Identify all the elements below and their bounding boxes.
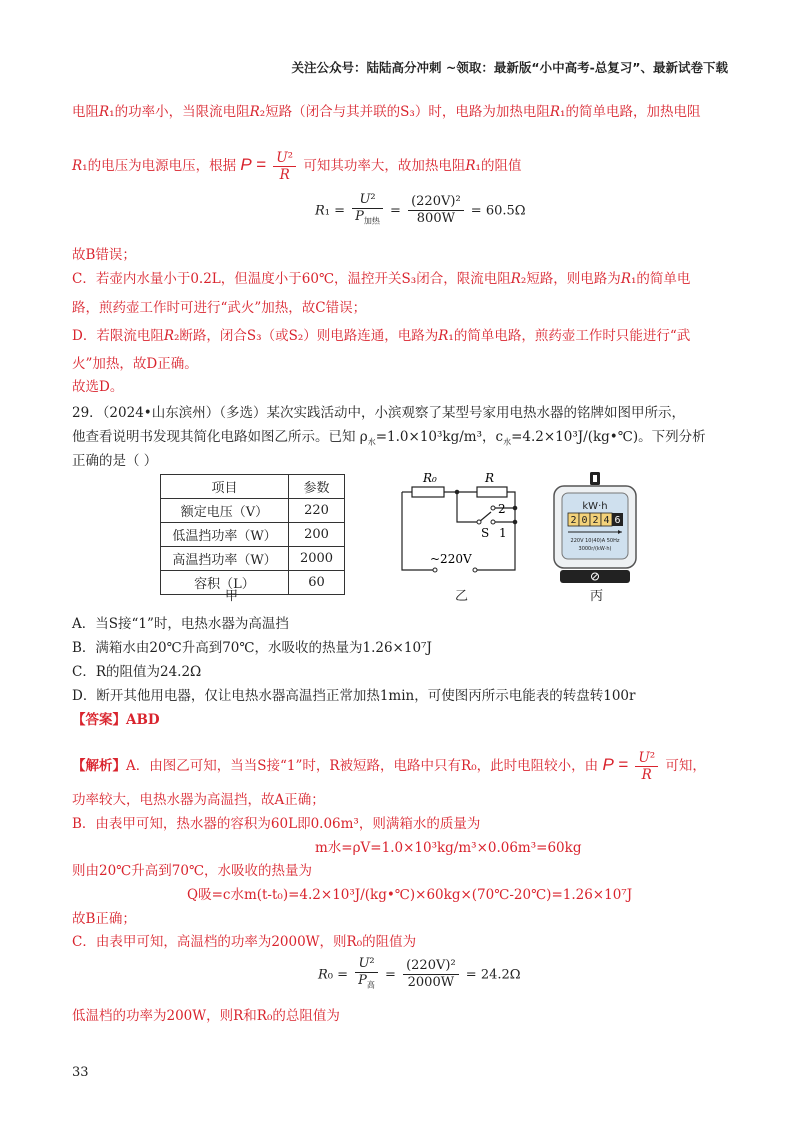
- analysis-line-1: 【解析】A．由图乙可知，当当S接“1”时，R被短路，电路中只有R₀，此时电阻较小，由 P = $\frac{\text{U²}}{R}$ 可知，: [72, 750, 706, 783]
- equation-r1: R₁ = $\frac{\text{U²}}{P_{加热}}$ = $\frac{\text{(220V)²}}{800W}$ = 60.5Ω: [315, 192, 526, 227]
- label-r0: R₀: [423, 471, 437, 485]
- meter-spec-2: 3000r/(kW·h): [578, 546, 612, 552]
- caption-jia: 甲: [225, 589, 239, 604]
- text-line-7: 火”加热，故D正确。: [72, 356, 198, 372]
- text-line-3: 故B错误；: [72, 247, 136, 263]
- question-line-3: 正确的是（ ）: [72, 453, 158, 469]
- meter-digit: 4: [603, 515, 610, 526]
- question-line-1: 29．（2024•山东滨州）（多选）某次实践活动中，小滨观察了某型号家用电热水器的铭牌如图甲所示，: [72, 405, 685, 421]
- meter-digit: 6: [614, 515, 621, 526]
- table-row: [161, 499, 345, 523]
- table-cell: 高温挡功率（W）: [161, 547, 289, 571]
- analysis-line-4: m水=ρV=1.0×10³kg/m³×0.06m³=60kg: [315, 840, 582, 856]
- spec-table: [160, 474, 345, 595]
- analysis-line-7: 故B正确；: [72, 911, 136, 927]
- answer-line: 【答案】ABD: [72, 712, 160, 728]
- option-d: D．断开其他用电器，仅让电热水器高温挡正常加热1min，可使图丙所示电能表的转盘转100r: [72, 688, 636, 704]
- analysis-line-6: Q吸=c水m(t-t₀)=4.2×10³J/(kg•℃)×60kg×(70℃-20℃)=1.26×10⁷J: [187, 887, 633, 903]
- analysis-line-3: B．由表甲可知，热水器的容积为60L即0.06m³，则满箱水的质量为: [72, 816, 481, 832]
- label-s: S: [481, 526, 490, 540]
- page-number: 33: [72, 1065, 89, 1080]
- label-2: 2: [498, 502, 506, 516]
- analysis-line-5: 则由20℃升高到70℃，水吸收的热量为: [72, 863, 313, 879]
- equation-r0: R₀ = $\frac{\text{U²}}{P_高}$ = $\frac{\text{(220V)²}}{2000W}$ = 24.2Ω: [318, 956, 521, 991]
- circuit-diagram: [395, 468, 530, 580]
- option-b: B．满箱水由20℃升高到70℃，水吸收的热量为1.26×10⁷J: [72, 640, 432, 656]
- analysis-line-2: 功率较大，电热水器为高温挡，故A正确；: [72, 792, 325, 808]
- text-line-5: 路，煎药壶工作时可进行“武火”加热，故C错误；: [72, 300, 367, 316]
- caption-yi: 乙: [455, 589, 469, 604]
- table-cell: 额定电压（V）: [161, 499, 289, 523]
- table-cell: 低温挡功率（W）: [161, 523, 289, 547]
- caption-bing: 丙: [590, 589, 604, 604]
- table-cell: 220: [289, 499, 345, 523]
- table-cell: 60: [289, 571, 345, 595]
- text-line-8: 故选D。: [72, 379, 124, 395]
- meter-unit: kW·h: [582, 501, 608, 512]
- table-row: [161, 475, 345, 499]
- label-voltage: ~220V: [430, 552, 472, 566]
- text-line-4: C．若壶内水量小于0.2L，但温度小于60℃，温控开关S₃闭合，限流电阻R₂短路，则电路为R₁的简单电: [72, 271, 691, 287]
- analysis-line-9: 低温档的功率为200W，则R和R₀的总阻值为: [72, 1008, 340, 1024]
- label-r: R: [485, 471, 495, 485]
- table-row: [161, 523, 345, 547]
- table-row: [161, 547, 345, 571]
- text-line-6: D．若限流电阻R₂断路，闭合S₃（或S₂）则电路连通，电路为R₁的简单电路，煎药壶工作时只能进行“武: [72, 328, 691, 344]
- analysis-line-8: C．由表甲可知，高温档的功率为2000W，则R₀的阻值为: [72, 934, 417, 950]
- meter-digit: 0: [581, 515, 588, 526]
- text-line-2: R₁的电压为电源电压，根据 P = $\frac{\text{U²}}{R}$ 可知其功率大，故加热电阻R₁的阻值: [72, 150, 522, 183]
- option-c: C．R的阻值为24.2Ω: [72, 664, 202, 680]
- table-cell: 2000: [289, 547, 345, 571]
- page-header: 关注公众号：陆陆高分冲刺 ~领取：最新版“小中高考-总复习”、最新试卷下载: [291, 60, 728, 75]
- label-1: 1: [499, 526, 507, 540]
- table-header: 项目: [161, 475, 289, 499]
- meter-digit: 2: [570, 515, 577, 526]
- meter-digit: 2: [592, 515, 599, 526]
- option-a: A．当S接“1”时，电热水器为高温挡: [72, 616, 289, 632]
- table-header: 参数: [289, 475, 345, 499]
- table-cell: 容积（L）: [161, 571, 289, 595]
- electric-meter: [552, 471, 638, 585]
- table-cell: 200: [289, 523, 345, 547]
- question-line-2: 他查看说明书发现其简化电路如图乙所示。已知 $\rho_水=1.0\times 10^3kg/m^3$，$c_水=4.2\times 10^3J/(kg•℃)$。下列分析: [72, 429, 706, 447]
- meter-spec-1: 220V 10(40)A 50Hz: [570, 538, 620, 544]
- text-line-1: 电阻R₁的功率小，当限流电阻R₂短路（闭合与其并联的S₃）时，电路为加热电阻R₁的简单电路，加热电阻: [72, 104, 701, 120]
- table-row: [161, 571, 345, 595]
